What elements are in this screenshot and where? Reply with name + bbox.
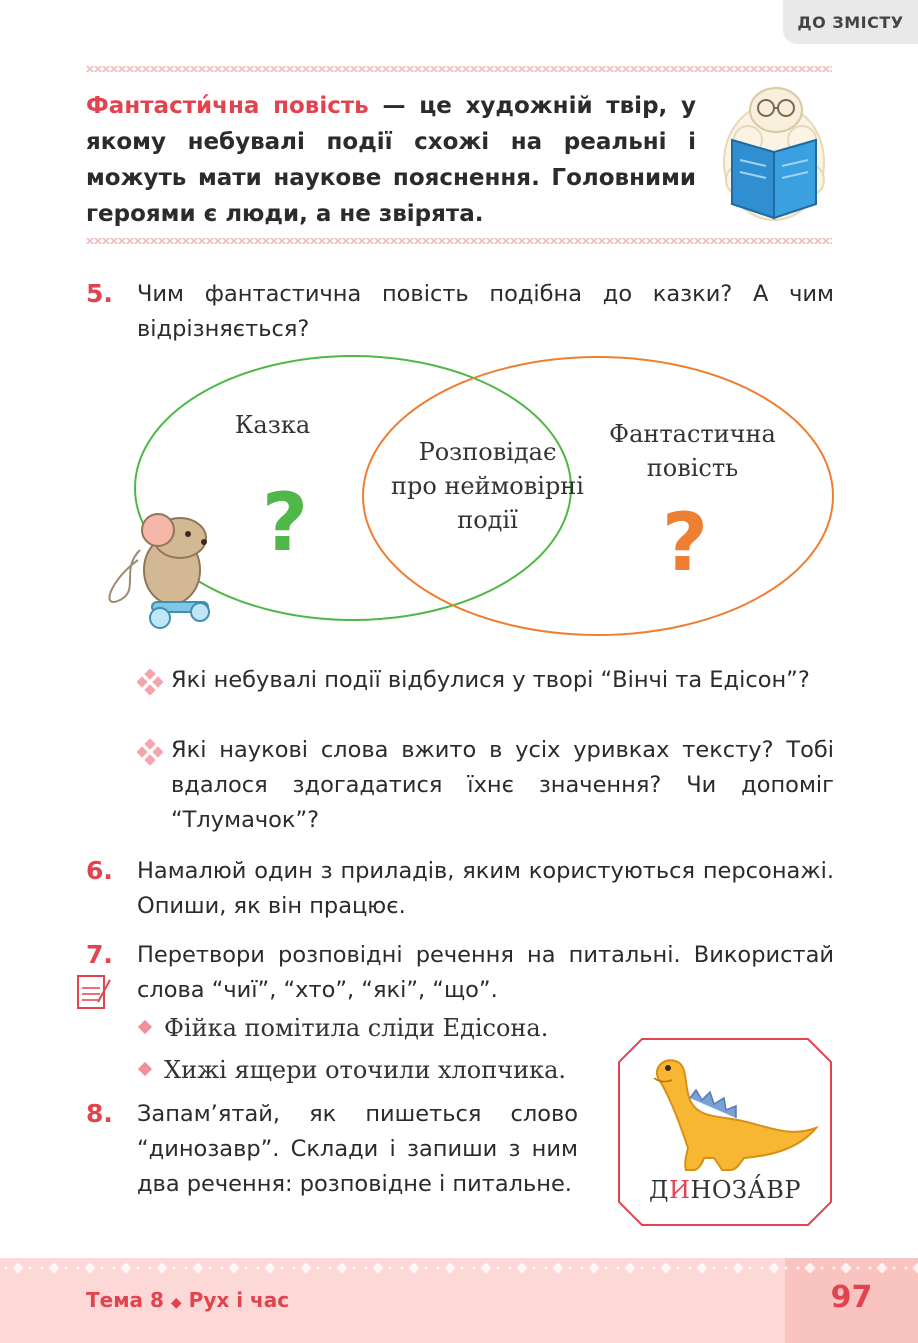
divider-bottom <box>86 238 832 244</box>
diamond-bullet-icon <box>138 1061 152 1075</box>
task-6-text: Намалюй один з приладів, яким користуються персонажі. Опиши, як він працює. <box>137 858 834 919</box>
definition-term: Фантасти́чна повість <box>86 93 369 119</box>
task-5-text: Чим фантастична повість подібна до казки? А чим відрізняється? <box>137 281 834 342</box>
question-item <box>137 663 834 698</box>
dinosaur-word-part-2: НОЗА́ВР <box>690 1176 801 1204</box>
divider-top <box>86 66 832 72</box>
diamond-bullet-icon <box>138 1019 152 1033</box>
definition-body: — це художній твір, у якому небувалі події схожі на реальні і можуть мати наукове пояснення. Головними героями є люди, а не звірята. <box>86 93 696 227</box>
page-number: 97 <box>830 1280 873 1315</box>
question-mark-left-icon: ? <box>261 476 309 569</box>
topic-name: Рух і час <box>188 1288 290 1312</box>
venn-label-middle-3: події <box>457 506 518 534</box>
dinosaur-word-part-1: Д <box>649 1176 670 1204</box>
venn-label-middle-2: про неймовірні <box>391 472 584 500</box>
sentence-text: Хижі ящери оточили хлопчика. <box>164 1056 567 1084</box>
question-text: Які небувалі події відбулися у творі “Вінчі та Едісон”? <box>171 667 810 693</box>
question-mark-right-icon: ? <box>661 496 709 589</box>
venn-label-right-1: Фантастична <box>609 420 776 448</box>
sparkle-bullet-icon <box>137 739 163 765</box>
venn-label-right-2: повість <box>646 454 739 482</box>
sentence-item <box>140 1011 548 1045</box>
sheep-reading-illustration <box>718 80 830 225</box>
question-item <box>137 733 834 838</box>
task-7-text: Перетвори розповідні речення на питальні. Використай слова “чиї”, “хто”, “які”, “що”. <box>137 942 834 1003</box>
task-7-number: 7. <box>86 940 113 969</box>
definition-text <box>86 88 696 232</box>
dinosaur-word-highlight: И <box>669 1176 691 1204</box>
footer-topic <box>86 1288 289 1312</box>
toc-button[interactable]: ДО ЗМІСТУ <box>783 0 918 44</box>
sparkle-bullet-icon <box>137 669 163 695</box>
task-6-number: 6. <box>86 856 113 885</box>
mouse-illustration <box>110 514 209 628</box>
question-text: Які наукові слова вжито в усіх уривках тексту? Тобі вдалося здогадатися їхнє значення? Чи допоміг “Тлумачок”? <box>171 737 834 833</box>
writing-notebook-icon <box>76 972 112 1012</box>
footer-ornament <box>0 1260 918 1278</box>
task-5-number: 5. <box>86 279 113 308</box>
venn-label-middle-1: Розповідає <box>418 438 557 466</box>
venn-label-left: Казка <box>234 411 311 439</box>
dinosaur-word <box>618 1176 832 1204</box>
task-8-number: 8. <box>86 1099 113 1128</box>
topic-number: Тема 8 <box>86 1288 164 1312</box>
task-8-text: Запам’ятай, як пишеться слово “динозавр”. Склади і запиши з ним два речення: розповідне і питальне. <box>137 1101 578 1197</box>
sentence-text: Фійка помітила сліди Едісона. <box>164 1014 549 1042</box>
sentence-item <box>140 1053 566 1087</box>
topic-separator-icon: ◆ <box>170 1295 182 1311</box>
